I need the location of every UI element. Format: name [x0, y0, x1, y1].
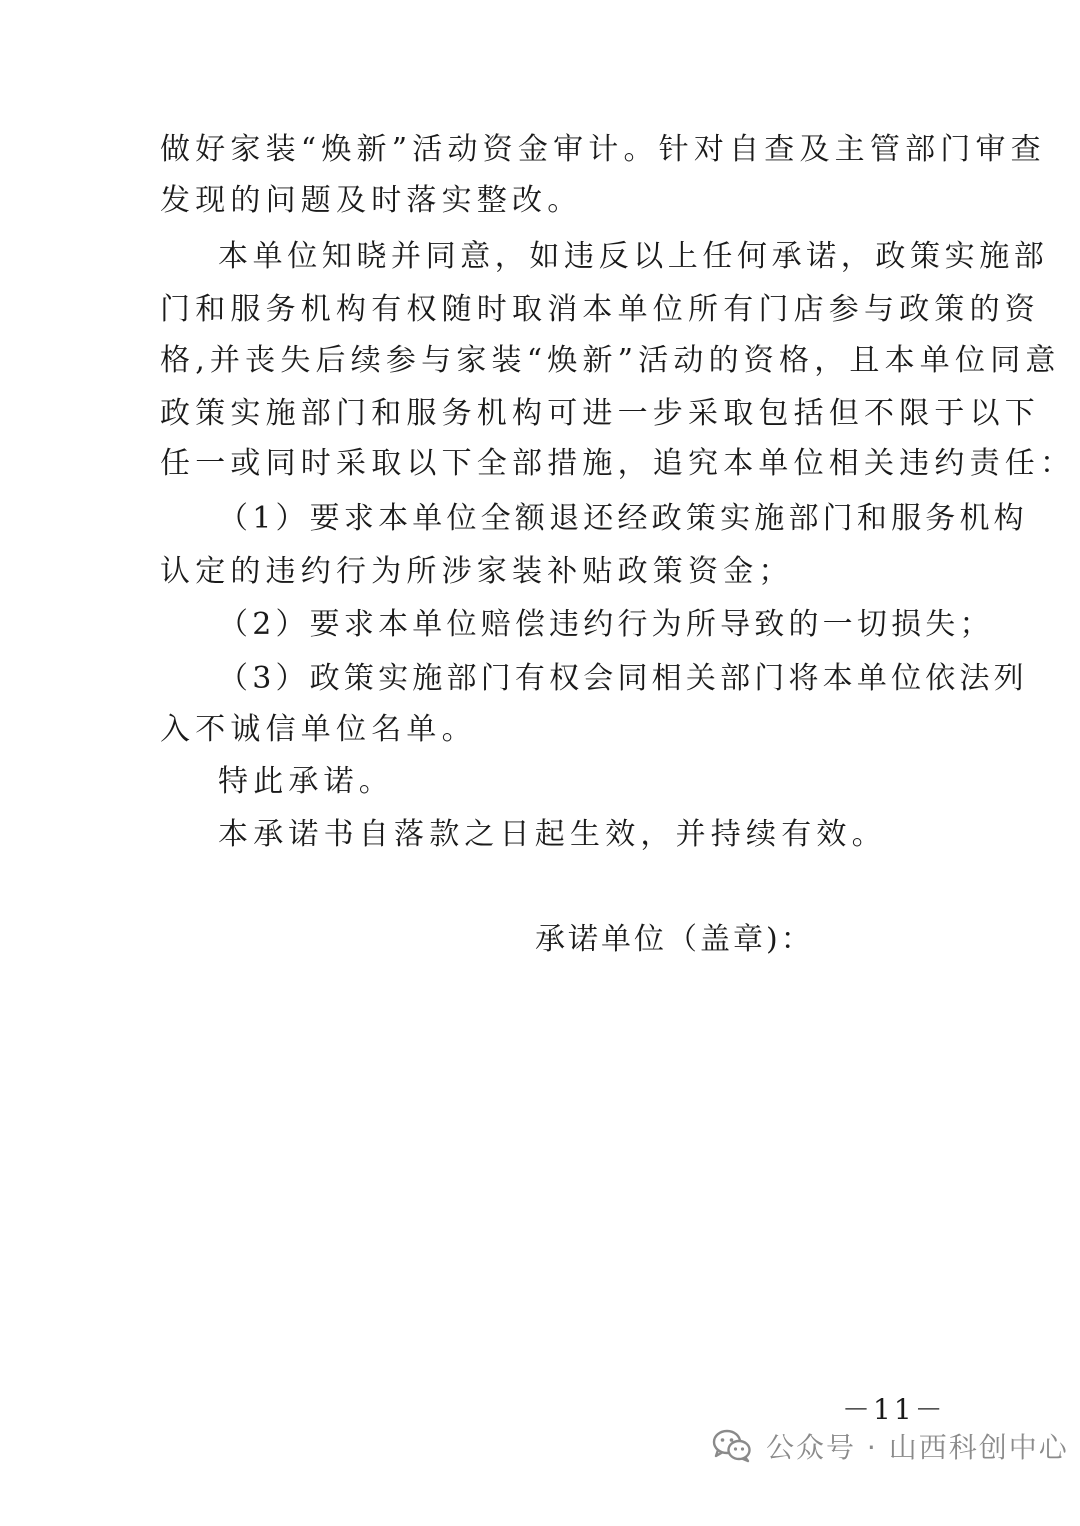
text-line: （2）要求本单位赔偿违约行为所导致的一切损失；	[218, 607, 994, 642]
text-line: 本承诺书自落款之日起生效，并持续有效。	[218, 817, 887, 852]
text-line: 做好家装“焕新”活动资金审计。针对自查及主管部门审查	[160, 132, 1046, 167]
page-number: －11－	[842, 1393, 946, 1426]
wechat-icon	[712, 1429, 752, 1463]
watermark	[712, 1422, 1069, 1470]
watermark-text: 公众号 · 山西科创中心	[766, 1431, 1069, 1464]
text-line: 发现的问题及时落实整改。	[160, 183, 583, 218]
text-line: 特此承诺。	[218, 764, 394, 799]
signature-label: 承诺单位（盖章)：	[535, 922, 814, 957]
text-line: 本单位知晓并同意，如违反以上任何承诺，政策实施部	[218, 239, 1049, 274]
text-line: 入不诚信单位名单。	[160, 712, 477, 747]
text-line: （1）要求本单位全额退还经政策实施部门和服务机构	[218, 501, 1028, 536]
text-line: 门和服务机构有权随时取消本单位所有门店参与政策的资	[160, 292, 1040, 327]
text-line: 任一或同时采取以下全部措施，追究本单位相关违约责任：	[160, 446, 1076, 481]
text-line: 格,并丧失后续参与家装“焕新”活动的资格，且本单位同意	[160, 343, 1061, 378]
text-line: 政策实施部门和服务机构可进一步采取包括但不限于以下	[160, 396, 1040, 431]
text-line: 认定的违约行为所涉家装补贴政策资金；	[160, 554, 794, 589]
text-line: （3）政策实施部门有权会同相关部门将本单位依法列	[218, 661, 1028, 696]
